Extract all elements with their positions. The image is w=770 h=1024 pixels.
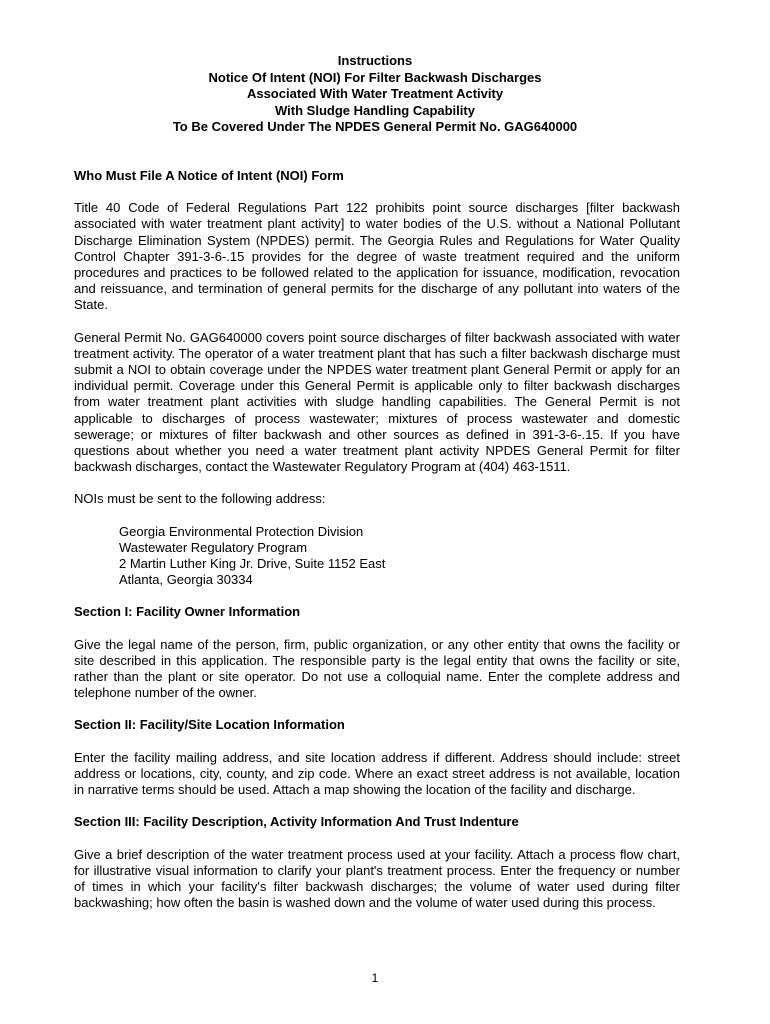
title-line: Notice Of Intent (NOI) For Filter Backwash Discharges [208, 69, 542, 85]
address-line: 2 Martin Luther King Jr. Drive, Suite 1152 East [119, 556, 386, 572]
section-3-body: Give a brief description of the water treatment process used at your facility. Attach a process flow chart, for illustrative visual information to clarify your plant's treatment process. Enter the frequency or number of times in which your facility's filter backwash discharges; the volume of water used during filter backwashing; how often the basin is washed down and the volume of water used during this process. [74, 846, 680, 911]
address-line: Georgia Environmental Protection Division [119, 523, 364, 539]
section-3-heading: Section III: Facility Description, Activity Information And Trust Indenture [74, 814, 519, 830]
page-number: 1 [371, 971, 379, 985]
section-2-heading: Section II: Facility/Site Location Information [74, 717, 345, 733]
address-line: Atlanta, Georgia 30334 [119, 572, 253, 588]
title-line: To Be Covered Under The NPDES General Permit No. GAG640000 [172, 119, 578, 134]
title-line: Associated With Water Treatment Activity [246, 86, 504, 101]
document-title [0, 53, 750, 136]
title-line: Instructions [337, 53, 413, 68]
mailing-address [119, 524, 680, 589]
who-must-file-paragraph: Title 40 Code of Federal Regulations Part 122 prohibits point source discharges [filter backwash associated with water treatment plant activity] to water bodies of the U.S. without a National Pollutant Discharge Elimination System (NPDES) permit. The Georgia Rules and Regulations for Water Quality Control Chapter 391-3-6-.15 provides for the degree of waste treatment required and the uniform procedures and practices to be followed related to the application for issuance, modification, revocation and reissuance, and termination of general permits for the discharge of any pollutant into waters of the State. [74, 200, 680, 313]
section-1-heading: Section I: Facility Owner Information [74, 604, 301, 620]
noi-address-intro: NOIs must be sent to the following address: [74, 491, 326, 507]
general-permit-paragraph: General Permit No. GAG640000 covers point source discharges of filter backwash associated with water treatment activity. The operator of a water treatment plant that has such a filter backwash discharge must submit a NOI to obtain coverage under the NPDES water treatment plant General Permit or apply for an individual permit. Coverage under this General Permit is applicable only to filter backwash discharges from water treatment plant activities with sludge handling capabilities. The General Permit is not applicable to discharges of process wastewater; mixtures of process wastewater and domestic sewerage; or mixtures of filter backwash and other sources as defined in 391-3-6-.15. If you have questions about whether you need a water treatment plant activity NPDES General Permit for filter backwash discharges, contact the Wastewater Regulatory Program at (404) 463-1511. [74, 329, 680, 475]
document-body [74, 168, 680, 927]
who-must-file-heading: Who Must File A Notice of Intent (NOI) Form [74, 168, 344, 183]
section-1-body: Give the legal name of the person, firm, public organization, or any other entity that owns the facility or site described in this application. The responsible party is the legal entity that owns the facility or site, rather than the plant or site operator. Do not use a colloquial name. Enter the complete address and telephone number of the owner. [74, 636, 680, 701]
section-2-body: Enter the facility mailing address, and site location address if different. Address should include: street address or locations, city, county, and zip code. Where an exact street address is not available, location in narrative terms should be used. Attach a map showing the location of the facility and discharge. [74, 749, 680, 798]
title-line: With Sludge Handling Capability [275, 102, 475, 118]
address-line: Wastewater Regulatory Program [119, 539, 308, 555]
